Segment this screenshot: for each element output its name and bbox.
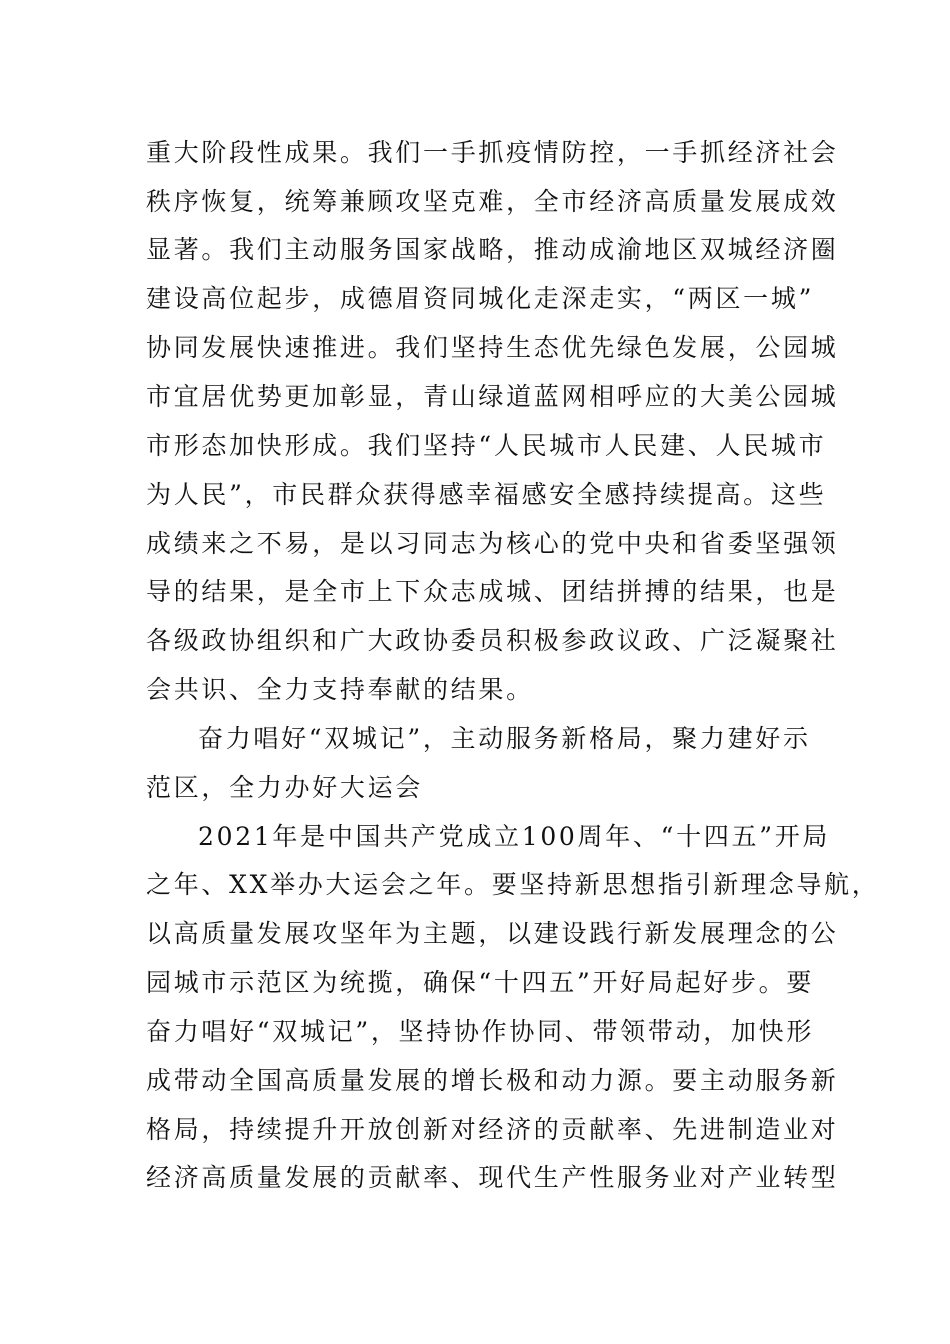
paragraph-1-line-5: 协同发展快速推进。我们坚持生态优先绿色发展，公园城 [146, 333, 839, 362]
paragraph-1-line-4: 建设高位起步，成德眉资同城化走深走实，“两区一城” [146, 284, 815, 313]
paragraph-2-line-2: 之年、XX举办大运会之年。要坚持新思想指引新理念导航， [146, 870, 880, 899]
paragraph-1-line-3: 显著。我们主动服务国家战略，推动成渝地区双城经济圈 [146, 235, 839, 264]
paragraph-1-line-7: 市形态加快形成。我们坚持“人民城市人民建、人民城市 [146, 431, 827, 460]
paragraph-1-line-6: 市宜居优势更加彰显，青山绿道蓝网相呼应的大美公园城 [146, 382, 839, 411]
paragraph-1-line-1: 重大阶段性成果。我们一手抓疫情防控，一手抓经济社会 [146, 138, 839, 167]
paragraph-2-line-1: 2021年是中国共产党成立100周年、“十四五”开局 [198, 822, 831, 851]
paragraph-2-line-4: 园城市示范区为统揽，确保“十四五”开好局起好步。要 [146, 968, 815, 997]
paragraph-1-line-12: 会共识、全力支持奉献的结果。 [146, 675, 534, 704]
section-heading-line-2: 范区，全力办好大运会 [146, 773, 424, 802]
paragraph-2-line-3: 以高质量发展攻坚年为主题，以建设践行新发展理念的公 [146, 919, 839, 948]
paragraph-2-line-8: 经济高质量发展的贡献率、现代生产性服务业对产业转型 [146, 1163, 839, 1192]
paragraph-1-line-8: 为人民”，市民群众获得感幸福感安全感持续提高。这些 [146, 480, 827, 509]
paragraph-1-line-2: 秩序恢复，统筹兼顾攻坚克难，全市经济高质量发展成效 [146, 187, 839, 216]
paragraph-2-line-5: 奋力唱好“双城记”，坚持协作协同、带领带动，加快形 [146, 1017, 815, 1046]
section-heading-line-1: 奋力唱好“双城记”，主动服务新格局，聚力建好示 [198, 724, 811, 753]
paragraph-1-line-11: 各级政协组织和广大政协委员积极参政议政、广泛凝聚社 [146, 626, 839, 655]
paragraph-2-line-6: 成带动全国高质量发展的增长极和动力源。要主动服务新 [146, 1066, 839, 1095]
paragraph-1-line-9: 成绩来之不易，是以习同志为核心的党中央和省委坚强领 [146, 529, 839, 558]
paragraph-1-line-10: 导的结果，是全市上下众志成城、团结拼搏的结果，也是 [146, 577, 839, 606]
paragraph-2-line-7: 格局，持续提升开放创新对经济的贡献率、先进制造业对 [146, 1115, 839, 1144]
